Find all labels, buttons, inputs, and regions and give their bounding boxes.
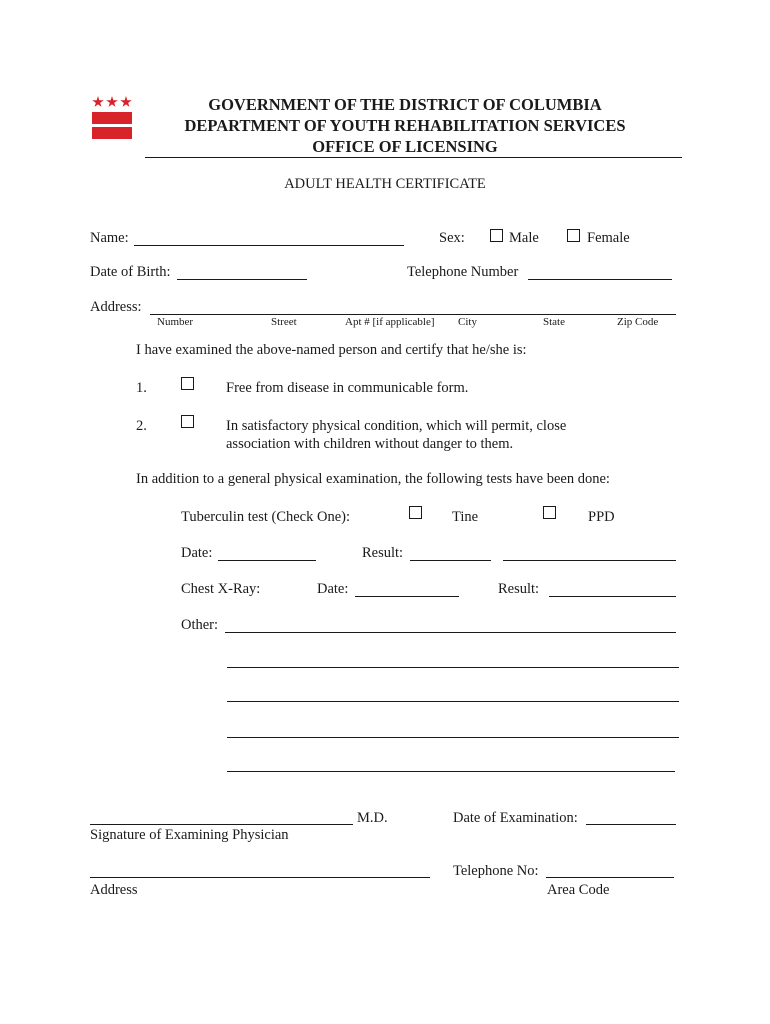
md-label: M.D. <box>357 810 388 826</box>
address-state-caption: State <box>543 316 565 328</box>
dob-label: Date of Birth: <box>90 264 171 280</box>
test-date-field[interactable] <box>218 560 316 561</box>
chest-result-label: Result: <box>498 581 540 597</box>
address-apt-caption: Apt # [if applicable] <box>345 316 435 328</box>
tine-label: Tine <box>452 509 479 525</box>
ppd-label: PPD <box>588 509 615 525</box>
address-city-caption: City <box>458 316 477 328</box>
other-label: Other: <box>181 617 219 633</box>
item-1-number: 1. <box>136 380 147 396</box>
item-2-text-line-1: In satisfactory physical condition, which will permit, close <box>226 418 567 434</box>
test-date-label: Date: <box>181 545 213 561</box>
telephone-field[interactable] <box>528 279 672 280</box>
item-2-text-line-2: association with children without danger to them. <box>226 436 514 452</box>
other-field-line-3[interactable] <box>227 701 679 702</box>
address-caption: Address <box>90 882 138 898</box>
test-result-field[interactable] <box>410 560 491 561</box>
header-line-3: OFFICE OF LICENSING <box>312 137 498 156</box>
other-field-line-5[interactable] <box>227 771 675 772</box>
test-result-extra-field[interactable] <box>503 560 676 561</box>
physician-address-field[interactable] <box>90 877 430 878</box>
chest-date-label: Date: <box>317 581 349 597</box>
chest-result-field[interactable] <box>549 596 676 597</box>
signature-field[interactable] <box>90 824 353 825</box>
exam-date-label: Date of Examination: <box>453 810 578 826</box>
address-zip-caption: Zip Code <box>617 316 659 328</box>
item-2-checkbox[interactable] <box>181 415 194 428</box>
area-code-caption: Area Code <box>547 882 610 898</box>
other-field-line-4[interactable] <box>227 737 679 738</box>
address-field[interactable] <box>150 314 676 315</box>
tuberculin-label: Tuberculin test (Check One): <box>181 509 351 525</box>
address-street-caption: Street <box>271 316 297 328</box>
chest-date-field[interactable] <box>355 596 459 597</box>
header-line-1: GOVERNMENT OF THE DISTRICT OF COLUMBIA <box>208 95 602 114</box>
signature-caption: Signature of Examining Physician <box>90 827 289 843</box>
form-title: ADULT HEALTH CERTIFICATE <box>284 176 486 192</box>
test-result-label: Result: <box>362 545 404 561</box>
physician-telephone-label: Telephone No: <box>453 863 539 879</box>
certify-text: I have examined the above-named person and certify that he/she is: <box>136 342 527 358</box>
dob-field[interactable] <box>177 279 307 280</box>
header-divider <box>145 157 682 158</box>
address-label: Address: <box>90 299 142 315</box>
name-field[interactable] <box>134 245 404 246</box>
other-field-line-1[interactable] <box>225 632 676 633</box>
female-checkbox[interactable] <box>567 229 580 242</box>
sex-label: Sex: <box>439 230 465 246</box>
chest-xray-label: Chest X-Ray: <box>181 581 261 597</box>
ppd-checkbox[interactable] <box>543 506 556 519</box>
header-line-2: DEPARTMENT OF YOUTH REHABILITATION SERVICES <box>184 116 626 135</box>
telephone-label: Telephone Number <box>407 264 519 280</box>
name-label: Name: <box>90 230 129 246</box>
female-label: Female <box>587 230 630 246</box>
address-number-caption: Number <box>157 316 194 328</box>
item-1-checkbox[interactable] <box>181 377 194 390</box>
male-label: Male <box>509 230 539 246</box>
item-2-number: 2. <box>136 418 147 434</box>
other-field-line-2[interactable] <box>227 667 679 668</box>
physician-telephone-field[interactable] <box>546 877 674 878</box>
tests-intro: In addition to a general physical examination, the following tests have been done: <box>136 471 610 487</box>
male-checkbox[interactable] <box>490 229 503 242</box>
item-1-text: Free from disease in communicable form. <box>226 380 469 396</box>
exam-date-field[interactable] <box>586 824 676 825</box>
tine-checkbox[interactable] <box>409 506 422 519</box>
